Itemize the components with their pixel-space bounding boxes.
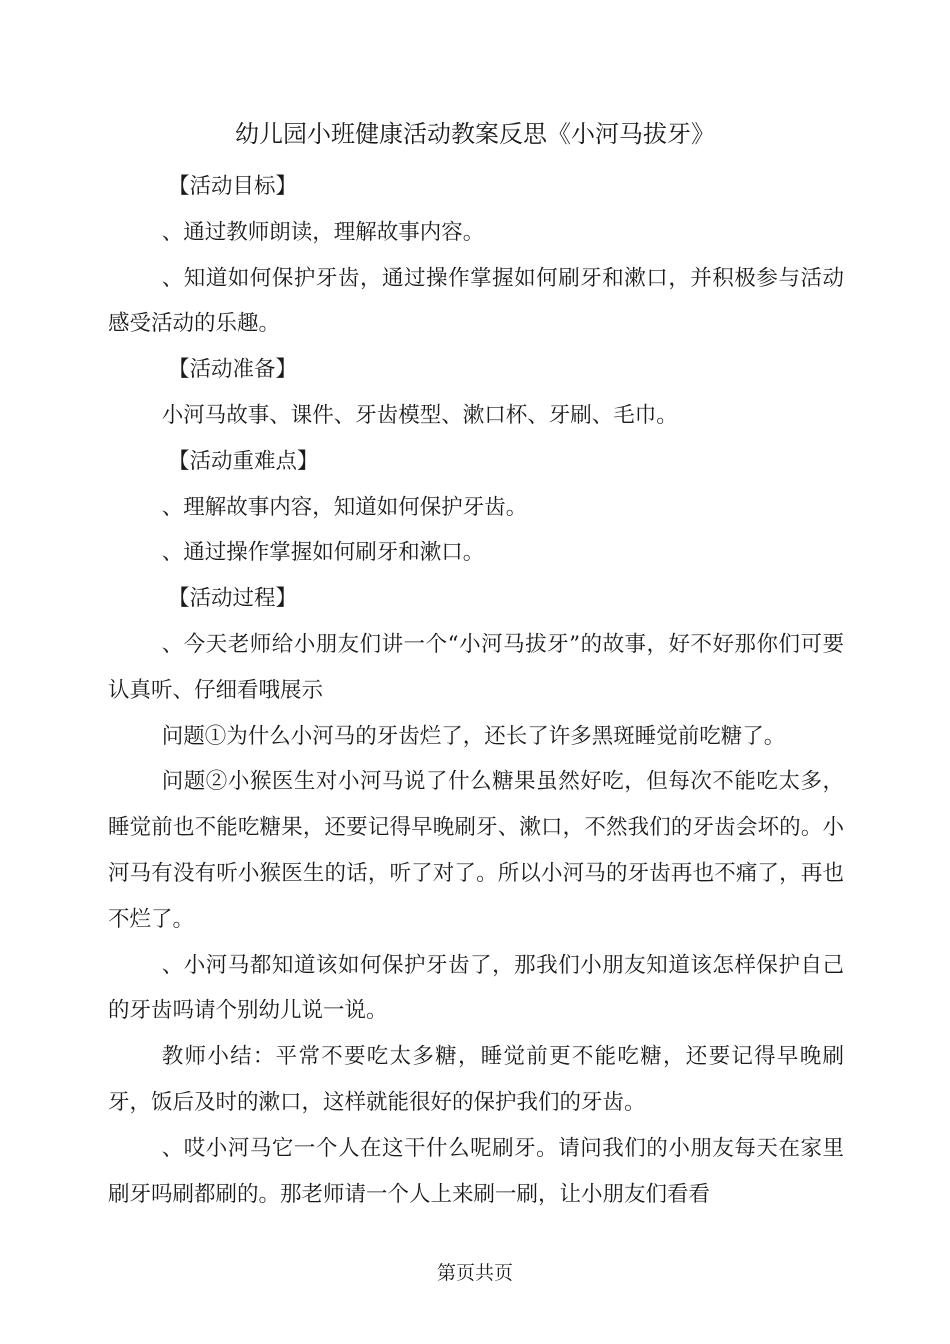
prep-text: 小河马故事、课件、牙齿模型、漱口杯、牙刷、毛巾。 <box>161 402 678 428</box>
process-paragraph: 、小河马都知道该如何保护牙齿了，那我们小朋友知道该怎样保护自己的牙齿吗请个别幼儿说一说。 <box>108 952 844 1024</box>
process-paragraph: 问题②小猴医生对小河马说了什么糖果虽然好吃，但每次不能吃太多，睡觉前也不能吃糖果，还要记得早晚刷牙、漱口，不然我们的牙齿会坏的。小河马有没有听小猴医生的话，听了对了。所以小河马的牙齿再也不痛了，再也不烂了。 <box>108 769 844 932</box>
keypoint-item: 、通过操作掌握如何刷牙和漱口。 <box>161 540 485 566</box>
process-paragraph: 、哎小河马它一个人在这干什么呢刷牙。请问我们的小朋友每天在家里刷牙吗刷都刷的。那老师请一个人上来刷一刷，让小朋友们看看 <box>108 1135 844 1207</box>
document-title: 幼儿园小班健康活动教案反思《小河马拔牙》 <box>235 120 715 148</box>
page-footer: 第页共页 <box>436 1262 513 1284</box>
goal-item: 、通过教师朗读，理解故事内容。 <box>161 219 485 245</box>
keypoints-heading: 【活动重难点】 <box>168 448 319 474</box>
process-paragraph: 、今天老师给小朋友们讲一个“小河马拔牙”的故事，好不好那你们可要认真听、仔细看哦展示 <box>108 631 844 703</box>
keypoint-item: 、理解故事内容，知道如何保护牙齿。 <box>161 494 528 520</box>
process-heading: 【活动过程】 <box>168 586 298 612</box>
goals-heading: 【活动目标】 <box>168 174 298 199</box>
goal-item: 、知道如何保护牙齿，通过操作掌握如何刷牙和漱口，并积极参与活动感受活动的乐趣。 <box>108 265 844 337</box>
process-paragraph: 教师小结：平常不要吃太多糖，睡觉前更不能吃糖，还要记得早晚刷牙，饭后及时的漱口，这样就能很好的保护我们的牙齿。 <box>108 1044 844 1115</box>
document-body <box>108 164 844 1217</box>
prep-heading: 【活动准备】 <box>168 357 298 383</box>
process-paragraph: 问题①为什么小河马的牙齿烂了，还长了许多黑斑睡觉前吃糖了。 <box>161 723 786 749</box>
